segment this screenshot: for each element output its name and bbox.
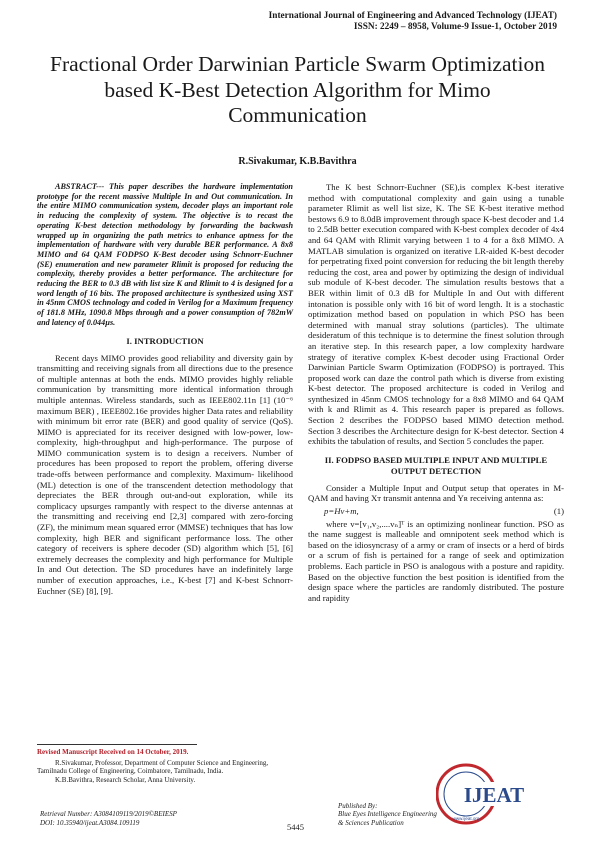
paper-authors: R.Sivakumar, K.B.Bavithra: [238, 156, 357, 167]
equation-number: (1): [553, 506, 564, 517]
abstract: ABSTRACT--- This paper describes the hardware implementation prototype for the recent massive Multiple In and Out communication. In the entire MIMO communication system, decoder plays an important role in reducing the complexity of system. The objective is to recast the operating K-best detection methodology by forwarding the backwash wrapped up in organizing the path metrics to enhance aptness for the implementation of hardware with very durable BER performance. A 8x8 MIMO and 64 QAM FODPSO K-Best decoder using Schnorr-Euchner (SE) enumeration and new parameter Rlimit is proposed for reducing the complexity, thereby provides a better performance. The architecture for reducing the BER to 0.3 dB with list size K and Rlimit to 4 is designed for a word length of 16 bits. The proposed architecture is synthesized using XST in 45nm CMOS technology and coded in Verilog for a Maximum frequency of 181.8 MHz, 1090.8 Mbps through and a power consumption of 782mW and latency of 0.044µs.: [37, 182, 293, 327]
section2-paragraph-1: Consider a Multiple Input and Output setup that operates in M-QAM and having Xᴛ transmit antenna and Yʀ receiving antenna as:: [308, 482, 564, 504]
author1-affiliation: R.Sivakumar, Professor, Department of Computer Science and Engineering, Tamilnadu College of Engineering, Coimbatore, Tamilnadu, India.: [37, 758, 269, 776]
footer-publisher: [338, 802, 437, 827]
journal-name: International Journal of Engineering and Advanced Technology (IJEAT): [268, 11, 557, 21]
logo-wordmark: IJEAT: [463, 783, 525, 807]
author2-affiliation: K.B.Bavithra, Research Scholar, Anna University.: [55, 775, 196, 784]
section-heading-introduction: I. INTRODUCTION: [126, 335, 204, 346]
introduction-paragraph: Recent days MIMO provides good reliability and diversity gain by transmitting and receiving signals from all directions due to the presence of multiple antennas at both the ends. MIMO provides highly reliable communication by transmitting more identical information through multiple antennas. Wireless standards, such as IEEE802.11n [1] (10⁻⁶ maximum BER) , IEEE802.16e provides higher Data rates and reliability with minimum bit error rate (BER) and good quality of service (QoS). MIMO is appreciated for its receiver designed with low-power, low-complexity, high-throughput and high-performance. The purpose of MIMO communication system is to design a receivers. Number of procedures has been proposed to report the problem, offering diverse trade-offs between performance and complexity. Maximum- likelihood (ML) detection is one of the transcendent detection methodology that depreciates the BER through out-and-out exploration, while its complicacy upsurges rampantly with respect to the diverse antennas at the transmitting and receiving end [2,3] compared with zero-forcing (ZF), the minimum mean squared error (MMSE) techniques that has low complexity, high BER and significant performance loss. The other category of receivers is sphere decoder (SD) algorithm which [5], [6] extremely decreases the complexity and high performance for Multiple In and Out detection. The SD procedures have an indefinitely large number of execution approaches, i.e., K-best [7] and K-best Schnorr-Euchner (SE) [8], [9].: [37, 352, 293, 596]
footnote-rule: [37, 744, 197, 745]
journal-header: [269, 11, 557, 33]
revised-note: Revised Manuscript Received on 14 October, 2019.: [37, 748, 189, 756]
published-by-label: Published By:: [338, 802, 378, 810]
ijeat-logo-icon: [436, 758, 546, 830]
right-paragraph-1: The K best Schnorr-Euchner (SE),is complex K-best iterative method with computational complexity and gain using a tunable parameter Rlimit as well list size, K. The SE K-best iterative method bestows 6.9 to 8.0dB improvement through space K-best decoder and 1.4 to 2.5dB better execution compared with K-best complex decoder of 4x4 and 64 QAM with Rlimit varying between 1 to 4 for a 8x8 MIMO. A MATLAB simulation is organized on iterative LR-aided K-best decoder for perpetrating fixed point conversion for reducing the bit length thereby reducing the cost, area and power by optimizing the design of individual sub module of K-best decoder. The simulation results bestows that a BER within limit of 0.3 dB for Multiple In and Out with different intonation is possible only with 16 bit of word length. It is a stochastic optimization method based on population in which PSO has been determined with manual stray solutions (particles). The ultimate desideratum of this technique is to determine the finest solution through an iterative step. In this research paper, a low complexity hardware strategy of iterative complex K-best decoder using Fractional Order Darwinian Particle Swarm Optimization (FODPSO) is portrayed. This proposed work can daze the control path which is diverse from existing K-best detector. The proposed architecture is coded in Verilog and synthesized in 45nm CMOS technology for a 8x8 MIMO and 64 QAM with k and Rlimit as 4. This research paper is prepared as follows. Section 2 describes the FODPSO based MIMO detection method. Section 3 describes the Architecture design for K-best detector. Section 4 exhibits the tabulation of results, and Section 5 concludes the paper.: [308, 182, 564, 447]
equation-text: p=Hv+m,: [324, 506, 359, 517]
publisher-line-1: Blue Eyes Intelligence Engineering: [338, 810, 437, 819]
left-column: [37, 182, 293, 596]
retrieval-number: Retrieval Number: A3084109119/2019©BEIESP: [40, 810, 177, 818]
logo-url: www.ijeat.org: [452, 816, 480, 821]
footer-left: [40, 810, 177, 828]
section-heading-fodpso: II. FODPSO BASED MULTIPLE INPUT AND MULTIPLE OUTPUT DETECTION: [324, 454, 548, 476]
page-number: 5445: [287, 822, 304, 832]
right-column: [308, 182, 564, 603]
journal-issn: ISSN: 2249 – 8958, Volume-9 Issue-1, October 2019: [353, 22, 557, 32]
doi: DOI: 10.35940/ijeat.A3084.109119: [40, 819, 140, 827]
publisher-line-2: & Sciences Publication: [338, 818, 404, 827]
equation-1: [324, 506, 564, 517]
paper-title: Fractional Order Darwinian Particle Swarm Optimization based K-Best Detection Algorithm for Mimo Communication: [50, 52, 545, 127]
footnote-block: [37, 744, 293, 784]
section2-paragraph-2: where v=[v₁,v₂,....vₙ]ᵀ is an optimizing nonlinear function. PSO as the name suggest is malleable and omnipotent seek method which is based on the idiosyncrasy of a army or cram of insects or a herd of birds or a scrum of fish is pertained for a range of seek and optimization problems. Each particle in PSO is analogous with a posture and rapidity. Based on the objective function the best position is identified from the design space where the particles are randomly distributed. The posture and rapidity: [308, 518, 564, 603]
